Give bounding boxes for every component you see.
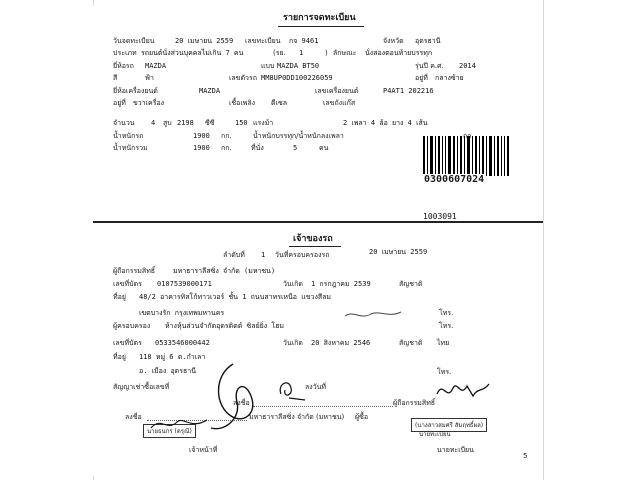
brand-label: ยี่ห้อรถ xyxy=(113,62,134,70)
sign-label: ลงชื่อ xyxy=(233,399,250,407)
plate-value: กจ 9461 xyxy=(289,37,319,45)
id2-label: เลขที่บัตร xyxy=(113,339,142,347)
sign2-label: ลงชื่อ xyxy=(125,413,142,421)
registrar-stamp xyxy=(411,418,487,432)
code-close: ) xyxy=(325,49,328,57)
holder-label: ผู้ครอบครอง xyxy=(113,322,151,330)
holder-scribble xyxy=(343,308,403,322)
reg-date-value: 20 เมษายน 2559 xyxy=(175,37,234,45)
possess-date-value: 20 เมษายน 2559 xyxy=(369,248,428,256)
order-label: ลำดับที่ xyxy=(223,251,245,259)
type-label: ประเภท xyxy=(113,49,137,57)
engine-no-label: เลขเครื่องยนต์ xyxy=(315,87,359,95)
id2-value: 0533546000442 xyxy=(155,339,210,347)
style-label: ลักษณะ xyxy=(333,49,357,57)
kg-label-3: กก. xyxy=(221,144,232,152)
phone-label: โทร. xyxy=(439,309,454,317)
registrar-signature xyxy=(433,376,493,406)
owner-sign-label: ผู้ถือกรรมสิทธิ์ xyxy=(393,399,436,407)
born2-label: วันเกิด xyxy=(283,339,303,347)
type-value: รถยนต์นั่งส่วนบุคคลไม่เกิน 7 คน xyxy=(141,49,244,57)
seat-unit: คน xyxy=(319,144,329,152)
model-label: แบบ xyxy=(261,62,275,70)
registrar-stamp-title: นายทะเบียน xyxy=(419,431,451,438)
owner-title-underline xyxy=(289,246,341,247)
born2-value: 20 สิงหาคม 2546 xyxy=(311,339,371,347)
pos1-value: กลางซ้าย xyxy=(435,74,464,82)
addr2-label: ที่อยู่ xyxy=(113,353,126,361)
plate-label: เลขทะเบียน xyxy=(245,37,281,45)
color-value: ฟ้า xyxy=(145,74,154,82)
brand-value: MAZDA xyxy=(145,62,167,70)
pos1-label: อยู่ที่ xyxy=(415,74,428,82)
cyl-label: สูบ xyxy=(163,119,172,127)
code-label: (รย. xyxy=(273,49,286,57)
cc-label: ซีซี xyxy=(205,119,215,127)
holder-value: ห้างหุ้นส่วนจำกัดอุดรติดต์ ซิลย์ยิ่ง โฮม xyxy=(165,322,285,330)
pos2-label: อยู่ที่ xyxy=(113,99,126,107)
section-title-owner: เจ้าของรถ xyxy=(293,234,333,244)
axle-value: 2 เพลา 4 ล้อ ยาง 4 เส้น xyxy=(343,119,428,127)
pos2-value: ขวาเครื่อง xyxy=(133,99,165,107)
registrar-stamp-name: (นางสาวสมศรี สัมฤทธิ์ผล) xyxy=(415,422,484,429)
weight-label: น้ำหนักรถ xyxy=(113,132,144,140)
phone3-label: โทร. xyxy=(437,368,452,376)
year-value: 2014 xyxy=(459,62,476,70)
province-value: อุดรธานี xyxy=(415,37,441,45)
fuel-value: ดีเซล xyxy=(271,99,287,107)
weight-value: 1900 xyxy=(193,132,210,140)
id-value: 0107539000171 xyxy=(157,280,212,288)
load-label: น้ำหนักบรรทุก/น้ำหนักลงเพลา xyxy=(253,132,344,140)
addr2-value: 118 หมู่ 6 ต.กำเลา xyxy=(139,353,206,361)
count-value: 4 xyxy=(151,119,156,127)
chassis-label: เลขตัวรถ xyxy=(229,74,257,82)
id-label: เลขที่บัตร xyxy=(113,280,142,288)
addr-label: ที่อยู่ xyxy=(113,293,126,301)
date-signature-mark xyxy=(275,374,315,406)
title-underline xyxy=(278,26,364,27)
hp-label: แรงม้า xyxy=(253,119,274,127)
sign-date-label: ลงวันที่ xyxy=(305,383,327,391)
year-label: รุ่นปี ค.ศ. xyxy=(415,62,444,70)
born-value: 1 กรกฎาคม 2539 xyxy=(311,280,371,288)
reg-date-label: วันจดทะเบียน xyxy=(113,37,155,45)
engine-no-value: P4AT1 202216 xyxy=(383,87,434,95)
cc-value: 2198 xyxy=(177,119,194,127)
count-label: จำนวน xyxy=(113,119,135,127)
contract-label: สัญญาเช่าซื้อเลขที่ xyxy=(113,383,170,391)
nation2-value: ไทย xyxy=(437,339,450,347)
owner-label: ผู้ถือกรรมสิทธิ์ xyxy=(113,267,156,275)
officer-signature xyxy=(149,414,209,434)
page-right-edge xyxy=(543,0,544,480)
total-value: 1900 xyxy=(193,144,210,152)
nation2-label: สัญชาติ xyxy=(399,339,423,347)
section-title-registration: รายการจดทะเบียน xyxy=(283,13,356,23)
company-sign: มหาธาราลีสซิ่ง จำกัด (มหาชน) xyxy=(249,413,345,421)
officer-label: เจ้าหน้าที่ xyxy=(189,446,218,454)
barcode-number: 0300607024 xyxy=(424,174,485,185)
registration-document xyxy=(93,6,543,476)
nation-label: สัญชาติ xyxy=(399,280,423,288)
registrar-label: นายทะเบียน xyxy=(437,446,474,454)
addr-value-2: เขตบางรัก กรุงเทพมหานคร xyxy=(139,309,225,317)
hp-value: 150 xyxy=(235,119,248,127)
page-number: 5 xyxy=(523,452,528,460)
seat-label: ที่นั่ง xyxy=(251,144,264,152)
officer-name: นายธนกร (ดรุณี) xyxy=(147,428,192,435)
code-value: 1 xyxy=(299,49,304,57)
barcode-partial: 1003091 xyxy=(423,212,457,221)
kg-label-1: กก. xyxy=(221,132,232,140)
addr2-value-2: อ. เมือง อุดรธานี xyxy=(139,367,196,375)
sign-line xyxy=(253,406,393,407)
possess-date-label: วันที่ครอบครองรถ xyxy=(275,251,330,259)
engine-brand-value: MAZDA xyxy=(199,87,221,95)
gas-label: เลขถังแก๊ส xyxy=(323,99,356,107)
province-label: จังหวัด xyxy=(383,37,404,45)
phone2-label: โทร. xyxy=(439,322,454,330)
born-label: วันเกิด xyxy=(283,280,303,288)
addr-value: 48/2 อาคารทิสโก้ทาวเวอร์ ชั้น 1 ถนนสาทรเหนือ แขวงสีลม xyxy=(139,293,332,301)
order-value: 1 xyxy=(261,251,266,259)
engine-brand-label: ยี่ห้อเครื่องยนต์ xyxy=(113,87,158,95)
color-label: สี xyxy=(113,74,118,82)
style-value: นั่งสองตอนท้ายบรรทุก xyxy=(365,49,433,57)
section-divider xyxy=(93,221,543,223)
total-label: น้ำหนักรวม xyxy=(113,144,148,152)
chassis-value: MM8UP0DD100226059 xyxy=(261,74,333,82)
model-value: MAZDA BT50 xyxy=(277,62,320,70)
barcode xyxy=(423,136,511,176)
holder-signature xyxy=(203,356,273,436)
seat-value: 5 xyxy=(293,144,298,152)
owner-value: มหาธาราลีสซิ่ง จำกัด (มหาชน) xyxy=(173,267,276,275)
holder-sign-suffix: ผู้ซื้อ xyxy=(355,413,369,421)
fuel-label: เชื้อเพลิง xyxy=(229,99,256,107)
